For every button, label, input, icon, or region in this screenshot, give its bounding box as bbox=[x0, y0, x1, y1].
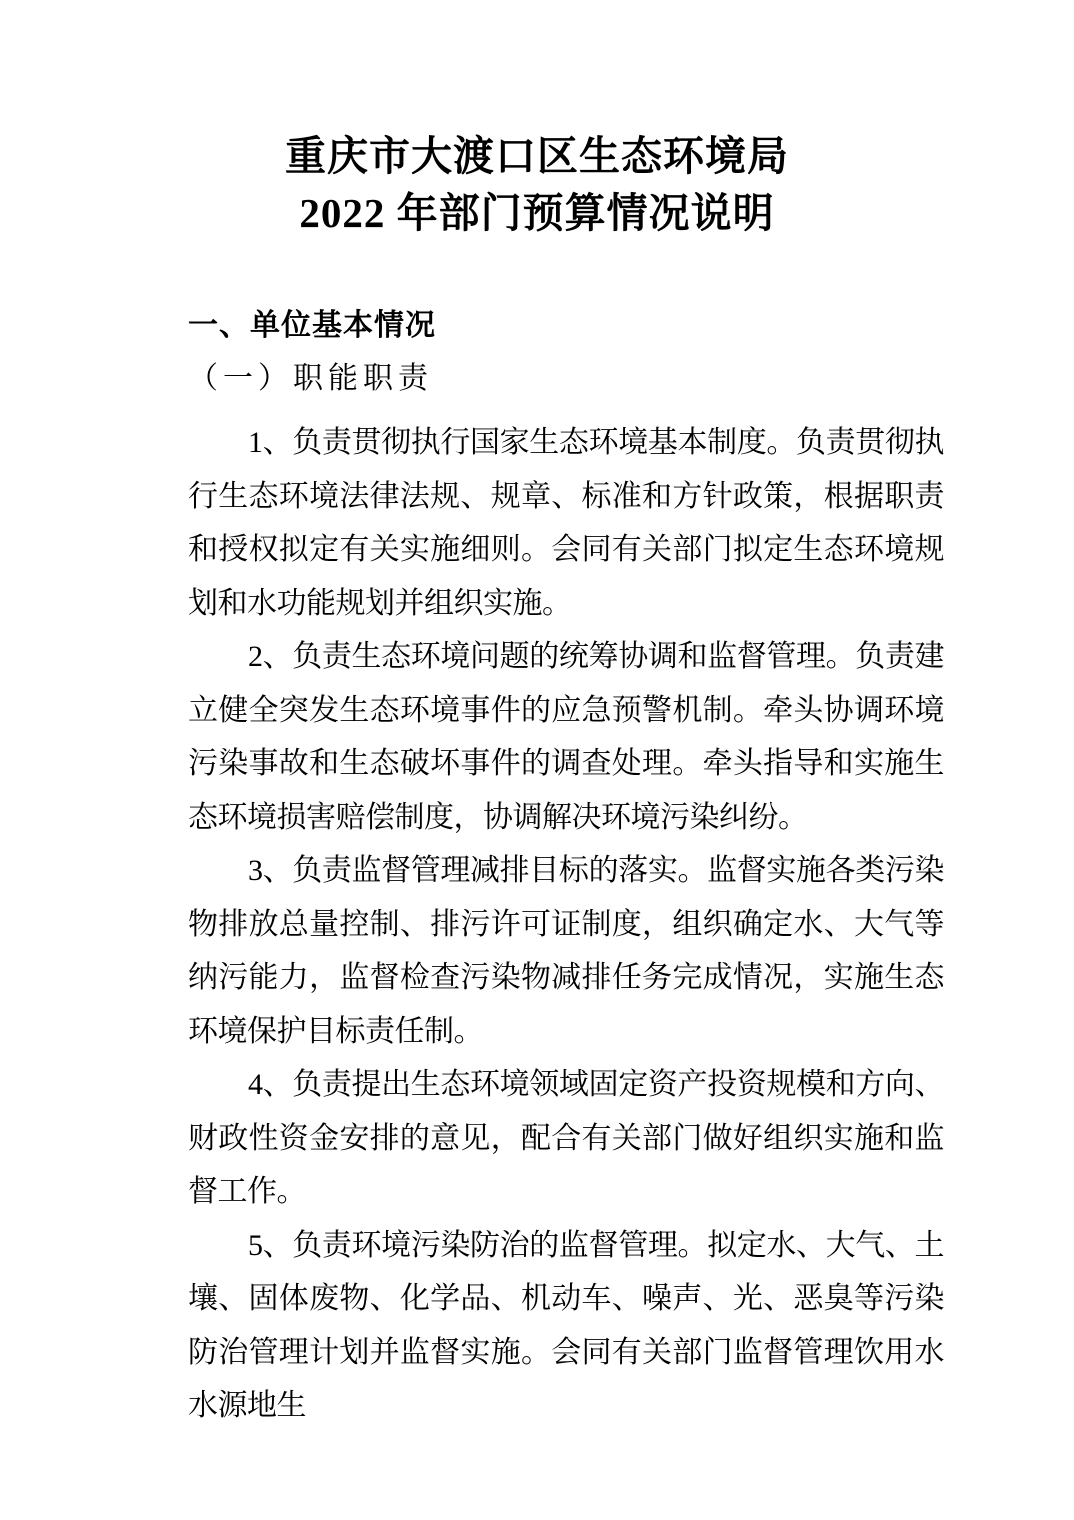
subsection-heading: （一）职能职责 bbox=[188, 362, 433, 395]
body-paragraph-3: 3、负责监督管理减排目标的落实。监督实施各类污染物排放总量控制、排污许可证制度，组织确定水、大气等纳污能力，监督检查污染物减排任务完成情况，实施生态环境保护目标责任制。 bbox=[188, 854, 944, 1048]
document-body bbox=[188, 416, 944, 1433]
section-heading: 一、单位基本情况 bbox=[188, 309, 436, 342]
body-paragraph-5: 5、负责环境污染防治的监督管理。拟定水、大气、土壤、固体废物、化学品、机动车、噪声、光、恶臭等污染防治管理计划并监督实施。会同有关部门监督管理饮用水水源地生 bbox=[188, 1228, 944, 1422]
document-title-line2: 2022 年部门预算情况说明 bbox=[299, 190, 775, 236]
body-paragraph-4: 4、负责提出生态环境领域固定资产投资规模和方向、财政性资金安排的意见，配合有关部门做好组织实施和监督工作。 bbox=[188, 1068, 944, 1208]
document-title bbox=[0, 128, 1074, 242]
body-paragraph-1: 1、负责贯彻执行国家生态环境基本制度。负责贯彻执行生态环境法律法规、规章、标准和方针政策，根据职责和授权拟定有关实施细则。会同有关部门拟定生态环境规划和水功能规划并组织实施。 bbox=[188, 426, 944, 620]
document-title-line1: 重庆市大渡口区生态环境局 bbox=[285, 133, 789, 179]
body-paragraph-2: 2、负责生态环境问题的统筹协调和监督管理。负责建立健全突发生态环境事件的应急预警机制。牵头协调环境污染事故和生态破坏事件的调查处理。牵头指导和实施生态环境损害赔偿制度，协调解决环境污染纠纷。 bbox=[188, 640, 944, 834]
